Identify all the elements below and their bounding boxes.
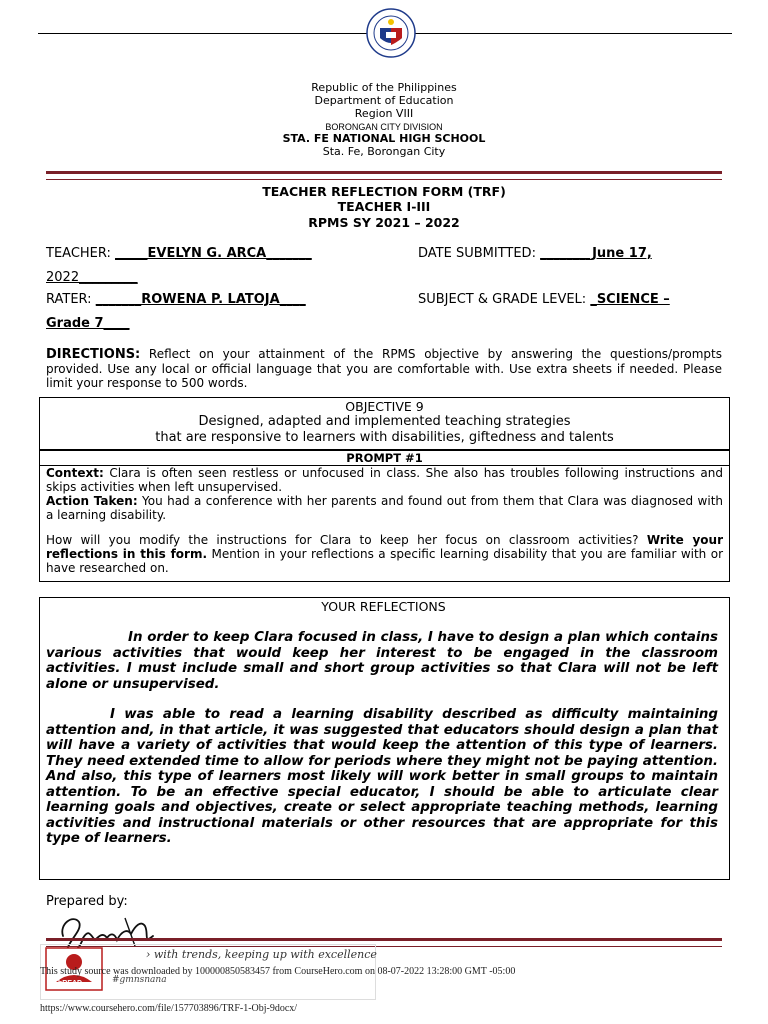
download-note: This study source was downloaded by 100000850583457 from CourseHero.com on 08-07-2022 13:28:00 GMT -05:00 [40,966,516,977]
prompt-box [39,449,730,582]
header-division: BORONGAN CITY DIVISION [325,122,443,132]
objective-heading: OBJECTIVE 9 [345,399,424,414]
prompt-body [40,466,729,575]
date-label: DATE SUBMITTED: [418,246,541,261]
prepared-by-label: Prepared by: [46,894,128,909]
date-value-cont: 2022_________ [46,270,138,285]
reflections-heading: YOUR REFLECTIONS [321,599,446,614]
objective-line-2: that are responsive to learners with disabilities, giftedness and talents [155,430,614,445]
prompt-question-tail: Mention in your reflections a specific learning disability that you are familiar with or have researched on. [46,547,723,575]
form-title: TEACHER REFLECTION FORM (TRF) [262,184,506,199]
source-url-link[interactable]: https://www.coursehero.com/file/157703896/TRF-1-Obj-9docx/ [40,1003,298,1014]
prompt-question-bold: Write your reflections in this form. [46,533,723,561]
rater-label: RATER: [46,292,96,307]
reflection-paragraph-2: I was able to read a learning disability described as difficulty maintaining attention and, in that article, it was suggested that educators should design a plan that will have a variety of activities that would keep the attention of this type of learners. They need extended time to allow for periods where they might not be paying attention. And also, this type of learners most likely will work better in small groups to maintain attention. To be an effective special educator, I should be able to articulate clear learning goals and objectives, create or select appropriate teaching methods, learning activities and instructional materials or other resources that are appropriate for this type of learners. [46,707,718,846]
prompt-heading: PROMPT #1 [346,451,423,465]
prompt-context-text: Clara is often seen restless or unfocused in class. She also has troubles following instructions and skips activities when left unsupervised. [46,466,723,494]
form-period: RPMS SY 2021 – 2022 [308,215,460,230]
directions-label: DIRECTIONS: [46,347,141,362]
bread-logo-text: bREAD [58,980,83,987]
deped-seal-logo [366,8,416,58]
date-value: ________June 17, [540,246,652,261]
subject-value-continued [46,316,130,332]
subject-field [418,292,670,308]
header-address: Sta. Fe, Borongan City [322,145,446,158]
header-republic: Republic of the Philippines [311,81,457,94]
form-subtitle: TEACHER I-III [337,199,431,214]
footer-hashtag: #gmnsnana [112,975,167,985]
rater-value: _______ROWENA P. LATOJA____ [95,292,306,307]
date-value-continued [46,270,138,286]
directions [46,347,722,390]
rater-field [46,292,306,308]
header-school: STA. FE NATIONAL HIGH SCHOOL [282,132,486,145]
teacher-field [46,246,312,262]
prompt-question [46,533,723,575]
objective-box [39,397,730,451]
prompt-context-label: Context: [46,466,104,480]
subject-value: _SCIENCE – [590,292,670,307]
subject-label: SUBJECT & GRADE LEVEL: [418,292,591,307]
prompt-question-text: How will you modify the instructions for Clara to keep her focus on classroom activities? [46,533,647,547]
objective-line-1: Designed, adapted and implemented teaching strategies [198,414,571,429]
reflections-body [46,630,718,847]
prompt-context [46,466,723,494]
reflection-paragraph-1: In order to keep Clara focused in class, I have to design a plan which contains various activities that would keep her interest to be engaged in the classroom activities. I must include small and short group activities so that Clara will not be left alone or unsupervised. [46,630,718,692]
footer-tagline: › with trends, keeping up with excellence [146,948,377,961]
header-department: Department of Education [314,94,454,107]
date-field [418,246,652,262]
prompt-action-text: You had a conference with her parents and found out from them that Clara was diagnosed with a learning disability. [46,494,724,522]
teacher-label: TEACHER: [46,246,116,261]
prompt-action-label: Action Taken: [46,494,138,508]
header-region: Region VIII [354,107,414,120]
directions-text: Reflect on your attainment of the RPMS objective by answering the questions/prompts provided. Use any local or official language that you are comfortable with. Use extra sheets if needed. Please limit your response to 500 words. [46,347,722,390]
prompt-action [46,494,723,522]
header-divider [46,171,722,180]
subject-value-cont: Grade 7____ [46,316,130,331]
teacher-value: _____EVELYN G. ARCA_______ [115,246,312,261]
